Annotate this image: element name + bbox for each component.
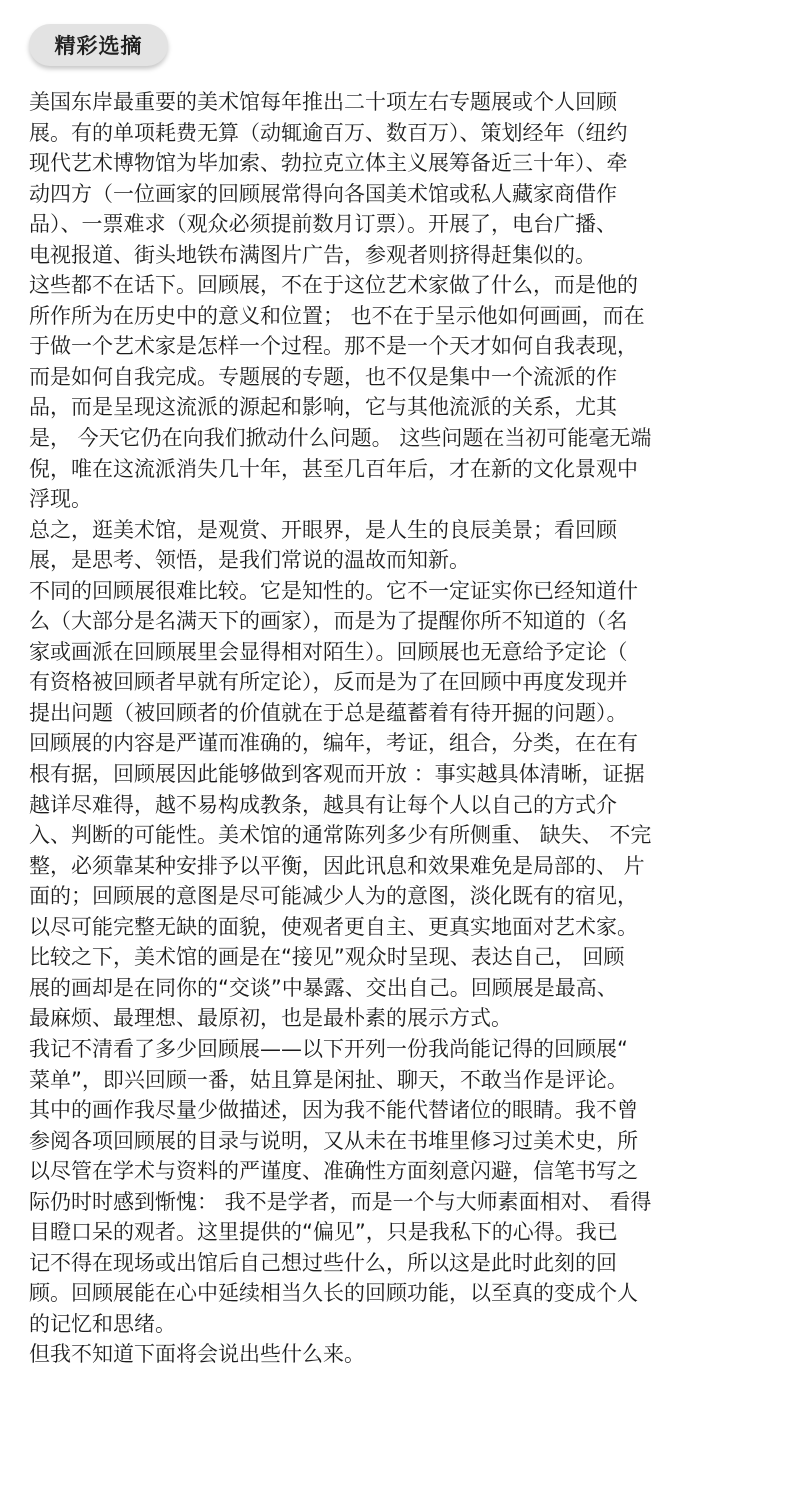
text-line: 的记忆和思绪。 [29,1311,176,1336]
text-line: 际仍时时感到惭愧： 我不是学者，而是一个与大师素面相对、 看得 [29,1189,652,1214]
text-line: 电视报道、街头地铁布满图片广告，参观者则挤得赶集似的。 [29,242,596,267]
text-line: 家或画派在回顾展里会显得相对陌生）。回顾展也无意给予定论（ [29,639,628,664]
article-body [29,87,769,1370]
text-line: 以尽可能完整无缺的面貌，使观者更自主、更真实地面对艺术家。 [29,914,638,939]
text-line: 浮现。 [29,487,92,512]
section-badge-label: 精彩选摘 [54,34,143,58]
text-line: 提出问题（被回顾者的价值就在于总是蕴蓄着有待开掘的问题）。 [29,700,628,725]
text-line: 菜单”，即兴回顾一番，姑且算是闲扯、聊天，不敢当作是评论。 [29,1067,628,1092]
text-line: 倪，唯在这流派消失几十年，甚至几百年后，才在新的文化景观中 [29,456,638,481]
text-line: 所作所为在历史中的意义和位置； 也不在于呈示他如何画画，而在 [29,303,645,328]
text-line: 入、判断的可能性。美术馆的通常陈列多少有所侧重、 缺失、 不完 [29,823,652,848]
text-line: 回顾展的内容是严谨而准确的，编年，考证，组合，分类，在在有 [29,731,638,756]
text-line: 不同的回顾展很难比较。它是知性的。它不一定证实你已经知道什 [29,578,638,603]
text-line: 记不得在现场或出馆后自己想过些什么，所以这是此时此刻的回 [29,1250,617,1275]
text-line: 展。有的单项耗费无算（动辄逾百万、数百万）、策划经年（纽约 [29,120,628,145]
text-line: 品，而是呈现这流派的源起和影响，它与其他流派的关系，尤其 [29,395,617,420]
text-line: 根有据，回顾展因此能够做到客观而开放 ：事实越具体清晰，证据 [29,762,645,787]
text-line: 比较之下，美术馆的画是在“接见”观众时呈现、表达自己， 回顾 [29,945,625,970]
text-line: 我记不清看了多少回顾展——以下开列一份我尚能记得的回顾展“ [29,1036,628,1061]
text-line: 但我不知道下面将会说出些什么来。 [29,1342,365,1367]
text-line: 美国东岸最重要的美术馆每年推出二十项左右专题展或个人回顾 [29,90,617,114]
text-line: 动四方（一位画家的回顾展常得向各国美术馆或私人藏家商借作 [29,181,617,206]
text-line: 于做一个艺术家是怎样一个过程。那不是一个天才如何自我表现， [29,334,638,359]
text-line: 么（大部分是名满天下的画家），而是为了提醒你所不知道的（名 [29,609,628,634]
section-badge [29,24,168,66]
text-line: 有资格被回顾者早就有所定论），反而是为了在回顾中再度发现并 [29,670,628,695]
text-line: 展的画却是在同你的“交谈”中暴露、交出自己。回顾展是最高、 [29,975,618,1000]
text-line: 这些都不在话下。回顾展，不在于这位艺术家做了什么，而是他的 [29,273,638,298]
text-line: 最麻烦、最理想、最原初，也是最朴素的展示方式。 [29,1006,512,1031]
text-line: 面的；回顾展的意图是尽可能减少人为的意图，淡化既有的宿见， [29,884,638,909]
text-line: 品）、一票难求（观众必须提前数月订票）。开展了，电台广播、 [29,212,617,237]
text-line: 目瞪口呆的观者。这里提供的“偏见”，只是我私下的心得。我已 [29,1220,618,1245]
text-line: 整，必须靠某种安排予以平衡，因此讯息和效果难免是局部的、 片 [29,853,645,878]
text-line: 越详尽难得，越不易构成教条，越具有让每个人以自己的方式介 [29,792,617,817]
text-line: 现代艺术博物馆为毕加索、勃拉克立体主义展筹备近三十年）、牵 [29,151,628,176]
text-line: 参阅各项回顾展的目录与说明，又从未在书堆里修习过美术史，所 [29,1128,638,1153]
text-line: 其中的画作我尽量少做描述，因为我不能代替诸位的眼睛。我不曾 [29,1098,638,1123]
text-line: 以尽管在学术与资料的严谨度、准确性方面刻意闪避，信笔书写之 [29,1159,638,1184]
text-line: 是， 今天它仍在向我们掀动什么问题。 这些问题在当初可能毫无端 [29,426,652,451]
text-line: 展，是思考、领悟，是我们常说的温故而知新。 [29,548,470,573]
text-line: 总之，逛美术馆，是观赏、开眼界，是人生的良辰美景；看回顾 [29,517,617,542]
text-line: 而是如何自我完成。专题展的专题，也不仅是集中一个流派的作 [29,364,617,389]
text-line: 顾。回顾展能在心中延续相当久长的回顾功能，以至真的变成个人 [29,1281,638,1306]
